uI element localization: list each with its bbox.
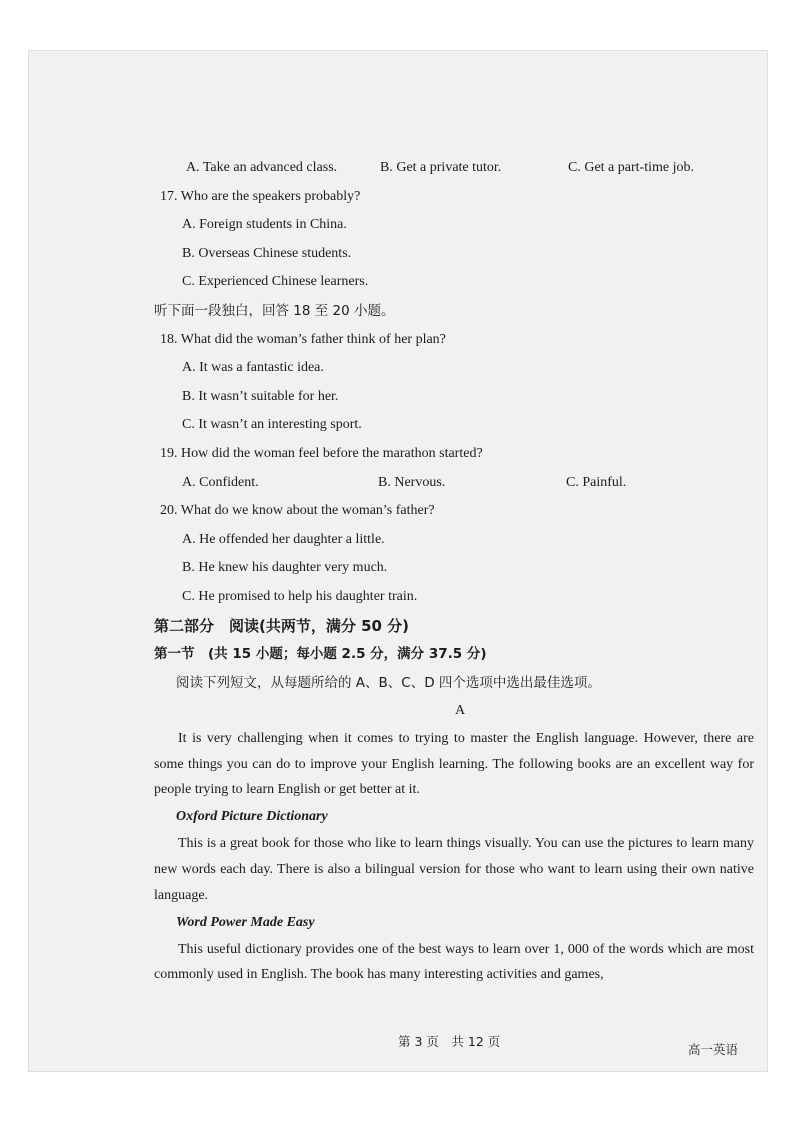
- q19-options: [154, 469, 754, 498]
- q18-option-a: A. It was a fantastic idea.: [182, 360, 324, 376]
- q16-option-a: A. Take an advanced class.: [186, 160, 338, 175]
- q16-options: [154, 154, 754, 183]
- part2-heading: 第二部分 阅读(共两节，满分 50 分): [154, 616, 410, 635]
- q20-option-a: A. He offended her daughter a little.: [182, 531, 385, 547]
- q16-option-b: B. Get a private tutor.: [380, 160, 502, 175]
- q18-option-c: C. It wasn’t an interesting sport.: [182, 417, 362, 433]
- q18-option-b: B. It wasn’t suitable for her.: [182, 388, 339, 404]
- question-19: 19. How did the woman feel before the marathon started?: [160, 445, 483, 461]
- question-17: 17. Who are the speakers probably?: [160, 188, 361, 204]
- q19-option-c: C. Painful.: [566, 474, 627, 490]
- passage-intro: It is very challenging when it comes to trying to master the English language. However, there are some things you can do to improve your English learning. The following books are an excellent way for people trying to learn English or get better at it.: [154, 730, 754, 798]
- book1-description: This is a great book for those who like to learn things visually. You can use the pictures to learn many new words each day. There is also a bilingual version for those who want to learn using their own native language.: [154, 836, 754, 903]
- q17-option-a: A. Foreign students in China.: [182, 217, 347, 233]
- book2-title: Word Power Made Easy: [176, 914, 315, 930]
- section1-heading: 第一节 (共 15 小题；每小题 2.5 分，满分 37.5 分): [154, 646, 487, 663]
- q19-option-a: A. Confident.: [182, 474, 259, 490]
- q17-option-b: B. Overseas Chinese students.: [182, 245, 352, 261]
- question-20: 20. What do we know about the woman’s father?: [160, 503, 435, 519]
- question-18: 18. What did the woman’s father think of her plan?: [160, 331, 446, 347]
- q20-option-b: B. He knew his daughter very much.: [182, 560, 388, 576]
- q19-option-b: B. Nervous.: [378, 474, 446, 490]
- passage-label: A: [454, 703, 466, 719]
- q17-option-c: C. Experienced Chinese learners.: [182, 274, 369, 290]
- monologue-instruction: 听下面一段独白，回答 18 至 20 小题。: [154, 302, 395, 319]
- exam-page: [28, 50, 768, 1072]
- subject-label: 高一英语: [688, 1042, 739, 1057]
- book1-title: Oxford Picture Dictionary: [176, 809, 328, 825]
- book2-description: This useful dictionary provides one of the best ways to learn over 1, 000 of the words which are most commonly used in English. The book has many interesting activities and games,: [154, 941, 754, 983]
- reading-directions: 阅读下列短文，从每题所给的 A、B、C、D 四个选项中选出最佳选项。: [176, 674, 601, 691]
- q20-option-c: C. He promised to help his daughter train.: [182, 588, 418, 604]
- page-content: [154, 154, 754, 988]
- q16-option-c: C. Get a part-time job.: [568, 160, 694, 175]
- page-number: 第 3 页 共 12 页: [398, 1034, 501, 1049]
